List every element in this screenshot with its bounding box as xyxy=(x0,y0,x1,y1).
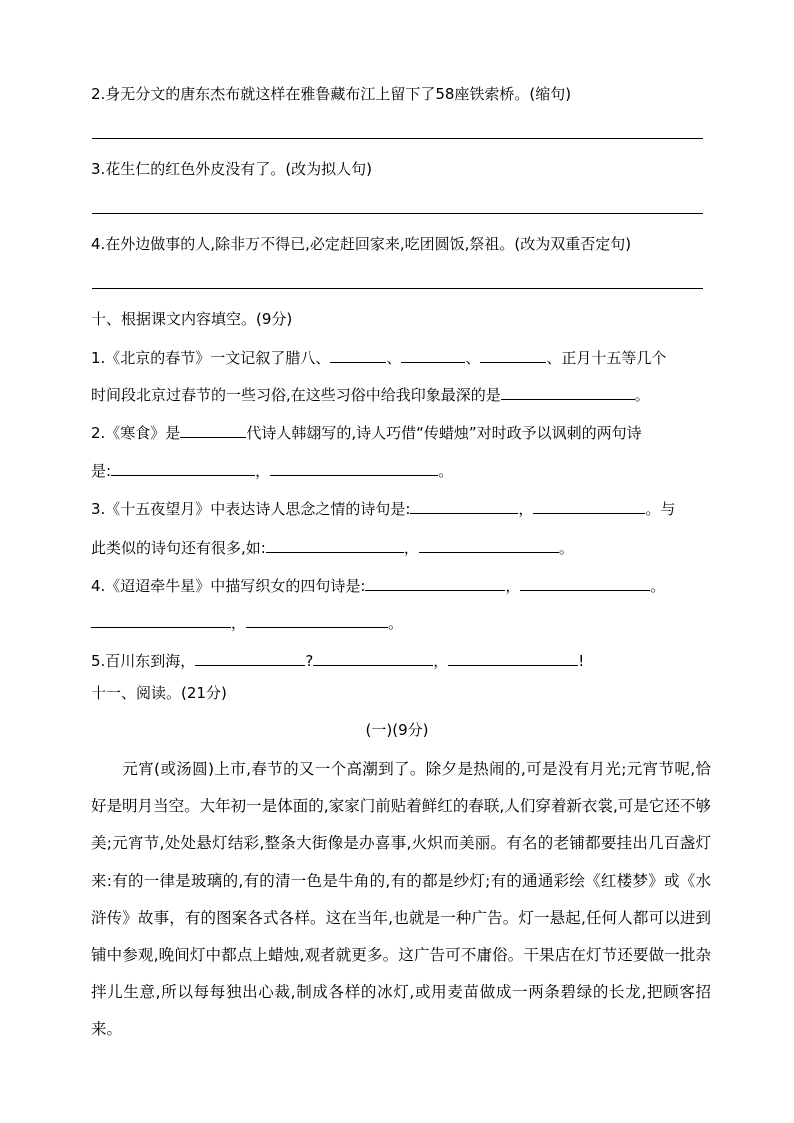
q2-text: 2.《寒食》是 xyxy=(91,424,181,442)
blank[interactable] xyxy=(91,611,231,628)
fill-q1-line2 xyxy=(91,383,650,405)
blank[interactable] xyxy=(313,649,433,666)
blank[interactable] xyxy=(533,497,645,514)
blank[interactable] xyxy=(266,536,404,553)
section-10-title: 十、根据课文内容填空。(9分) xyxy=(91,310,293,328)
reading-passage xyxy=(91,751,711,1049)
separator: 、 xyxy=(386,349,402,367)
blank[interactable] xyxy=(195,649,305,666)
section-11-title: 十一、阅读。(21分) xyxy=(91,684,227,702)
punctuation: ， xyxy=(255,462,271,480)
q3-text: 。与 xyxy=(645,500,676,518)
punctuation: ， xyxy=(231,614,247,632)
punctuation: ! xyxy=(578,652,585,670)
question-4-double-negative: 4.在外边做事的人,除非万不得已,必定赶回家来,吃团圆饭,祭祖。(改为双重否定句) xyxy=(91,235,632,253)
blank[interactable] xyxy=(401,346,465,363)
q2-text: 是: xyxy=(91,462,112,480)
blank[interactable] xyxy=(480,346,546,363)
q1-text: 、正月十五等几个 xyxy=(546,349,667,367)
q5-text: 5.百川东到海， xyxy=(91,652,196,670)
punctuation: 。 xyxy=(650,577,666,595)
blank[interactable] xyxy=(365,574,505,591)
reading-subtitle: (一)(9分) xyxy=(365,721,429,739)
blank[interactable] xyxy=(111,459,255,476)
q1-text: 1.《北京的春节》一文记叙了腊八、 xyxy=(91,349,331,367)
blank[interactable] xyxy=(180,421,246,438)
punctuation: ? xyxy=(305,652,314,670)
question-2-shorten: 2.身无分文的唐东杰布就这样在雅鲁藏布江上留下了58座铁索桥。(缩句) xyxy=(91,85,572,103)
answer-line xyxy=(92,213,703,214)
punctuation: 。 xyxy=(438,462,454,480)
q1-text: 时间段北京过春节的一些习俗,在这些习俗中给我印象最深的是 xyxy=(91,386,501,404)
q3-text: 3.《十五夜望月》中表达诗人思念之情的诗句是: xyxy=(91,500,411,518)
answer-line xyxy=(92,138,703,139)
question-3-personify: 3.花生仁的红色外皮没有了。(改为拟人句) xyxy=(91,160,373,178)
blank[interactable] xyxy=(330,346,386,363)
punctuation: 。 xyxy=(388,614,404,632)
passage-text: 元宵(或汤圆)上市,春节的又一个高潮到了。除夕是热闹的,可是没有月光;元宵节呢,恰好是明月当空。大年初一是体面的,家家门前贴着鲜红的春联,人们穿着新衣裳,可是它还不够美;元宵节,处处悬灯结彩,整条大街像是办喜事,火炽而美丽。有名的老铺都要挂出几百盏灯来:有的一律是玻璃的,有的清一色是牛角的,有的都是纱灯;有的通通彩绘《红楼梦》或《水浒传》故事，有的图案各式各样。这在当年,也就是一种广告。灯一悬起,任何人都可以进到铺中参观,晚间灯中都点上蜡烛,观者就更多。这广告可不庸俗。干果店在灯节还要做一批杂拌儿生意,所以每每独出心裁,制成各样的冰灯,或用麦苗做成一两条碧绿的长龙,把顾客招来。 xyxy=(91,760,711,1039)
fill-q3-line2 xyxy=(91,536,574,558)
punctuation: ， xyxy=(505,577,521,595)
blank[interactable] xyxy=(270,459,438,476)
punctuation: 。 xyxy=(558,539,574,557)
blank[interactable] xyxy=(448,649,578,666)
blank[interactable] xyxy=(501,383,635,400)
fill-q3-line1 xyxy=(91,497,675,519)
q3-text: 此类似的诗句还有很多,如: xyxy=(91,539,266,557)
punctuation: ， xyxy=(518,500,534,518)
answer-line xyxy=(92,288,703,289)
blank[interactable] xyxy=(419,536,559,553)
blank[interactable] xyxy=(520,574,650,591)
punctuation: ， xyxy=(403,539,419,557)
separator: 、 xyxy=(465,349,481,367)
punctuation: ， xyxy=(433,652,449,670)
fill-q5 xyxy=(91,649,584,671)
fill-q2-line2 xyxy=(91,459,453,481)
fill-q4-line2 xyxy=(91,611,403,633)
q4-text: 4.《迢迢牵牛星》中描写织女的四句诗是: xyxy=(91,577,366,595)
q2-text: 代诗人韩翃写的,诗人巧借“传蜡烛”对时政予以讽刺的两句诗 xyxy=(246,424,642,442)
punctuation: 。 xyxy=(634,386,650,404)
blank[interactable] xyxy=(246,611,388,628)
fill-q1-line1 xyxy=(91,346,666,368)
blank[interactable] xyxy=(410,497,518,514)
fill-q2-line1 xyxy=(91,421,642,443)
fill-q4-line1 xyxy=(91,574,665,596)
